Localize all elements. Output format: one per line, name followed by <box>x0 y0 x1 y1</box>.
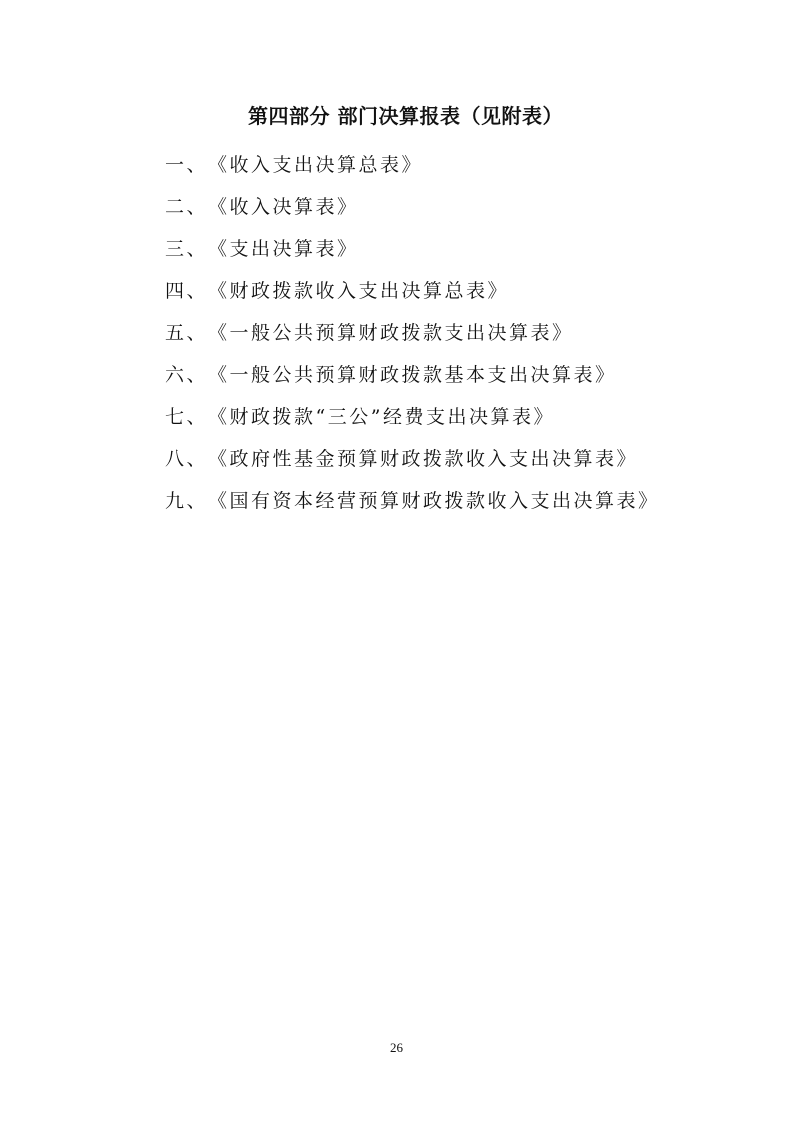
report-list <box>165 142 765 520</box>
list-item-text: 《财政拨款“三公”经费支出决算表》 <box>208 405 555 428</box>
list-item-number: 八、 <box>165 447 209 470</box>
list-item-number: 三、 <box>165 237 209 260</box>
page-number: 26 <box>390 1040 403 1055</box>
list-item-number: 二、 <box>165 195 209 218</box>
list-item-number: 四、 <box>165 279 209 302</box>
list-item <box>165 268 765 310</box>
list-item <box>165 184 765 226</box>
list-item-text: 《政府性基金预算财政拨款收入支出决算表》 <box>208 447 639 470</box>
list-item <box>165 478 765 520</box>
list-item <box>165 142 765 184</box>
list-item-number: 七、 <box>165 405 209 428</box>
list-item-text: 《一般公共预算财政拨款基本支出决算表》 <box>208 363 617 386</box>
list-item-number: 五、 <box>165 321 209 344</box>
list-item-text: 《支出决算表》 <box>208 237 359 260</box>
list-item-text: 《一般公共预算财政拨款支出决算表》 <box>208 321 574 344</box>
list-item-text: 《收入决算表》 <box>208 195 359 218</box>
list-item-number: 六、 <box>165 363 209 386</box>
list-item <box>165 352 765 394</box>
list-item-text: 《收入支出决算总表》 <box>208 153 424 176</box>
list-item-text: 《国有资本经营预算财政拨款收入支出决算表》 <box>208 489 660 512</box>
list-item <box>165 310 765 352</box>
list-item-number: 九、 <box>165 489 209 512</box>
list-item-number: 一、 <box>165 153 209 176</box>
list-item <box>165 394 765 436</box>
list-item-text: 《财政拨款收入支出决算总表》 <box>208 279 510 302</box>
list-item <box>165 436 765 478</box>
list-item <box>165 226 765 268</box>
section-title: 第四部分 部门决算报表（见附表） <box>248 104 563 128</box>
